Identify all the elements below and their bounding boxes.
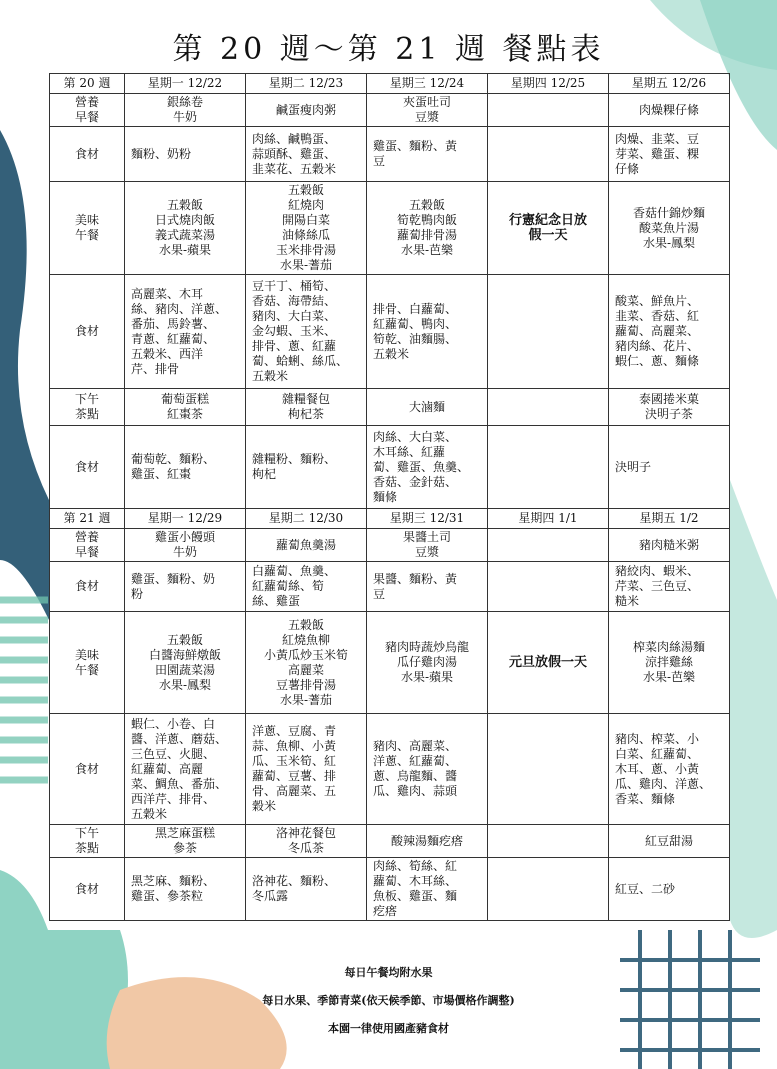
ingredient-cell bbox=[488, 562, 609, 612]
day-header: 星期五 12/26 bbox=[609, 74, 730, 94]
table-row bbox=[50, 94, 730, 127]
meal-cell: 肉燥粿仔條 bbox=[609, 94, 730, 127]
week21-label: 第 21 週 bbox=[50, 509, 125, 529]
row-label: 食材 bbox=[50, 426, 125, 509]
ingredient-cell bbox=[488, 858, 609, 921]
table-row bbox=[50, 182, 730, 275]
ingredient-cell: 豬肉、高麗菜、 洋蔥、紅蘿蔔、 蔥、烏龍麵、醬 瓜、雞肉、蒜頭 bbox=[367, 714, 488, 825]
ingredient-cell: 紅豆、二砂 bbox=[609, 858, 730, 921]
meal-cell: 五穀飯 筍乾鴨肉飯 蘿蔔排骨湯 水果-芭樂 bbox=[367, 182, 488, 275]
day-header: 星期五 1/2 bbox=[609, 509, 730, 529]
row-label: 營養 早餐 bbox=[50, 94, 125, 127]
row-label: 食材 bbox=[50, 562, 125, 612]
table-row bbox=[50, 858, 730, 921]
ingredient-cell: 酸菜、鮮魚片、 韭菜、香菇、紅 蘿蔔、高麗菜、 豬肉絲、花片、 蝦仁、蔥、麵條 bbox=[609, 275, 730, 389]
day-header: 星期四 1/1 bbox=[488, 509, 609, 529]
teal-stripes-left bbox=[0, 600, 48, 780]
ingredient-cell: 洛神花、麵粉、 冬瓜露 bbox=[246, 858, 367, 921]
ingredient-cell bbox=[488, 275, 609, 389]
day-header: 星期一 12/22 bbox=[125, 74, 246, 94]
meal-cell bbox=[488, 94, 609, 127]
footer-note-2: 每日水果、季節青菜(依天候季節、市場價格作調整) bbox=[262, 994, 515, 1007]
holiday-notice: 元旦放假一天 bbox=[488, 612, 609, 714]
week20-header-row bbox=[50, 74, 730, 94]
meal-cell bbox=[488, 529, 609, 562]
meal-cell: 五穀飯 紅燒魚柳 小黃瓜炒玉米筍 高麗菜 豆薯排骨湯 水果-蓍茄 bbox=[246, 612, 367, 714]
menu-table bbox=[49, 73, 730, 921]
week21-header-row bbox=[50, 509, 730, 529]
meal-cell bbox=[488, 389, 609, 426]
table-row bbox=[50, 562, 730, 612]
meal-cell: 紅豆甜湯 bbox=[609, 825, 730, 858]
table-row bbox=[50, 529, 730, 562]
meal-cell: 豬肉糙米粥 bbox=[609, 529, 730, 562]
table-row bbox=[50, 426, 730, 509]
row-label: 食材 bbox=[50, 275, 125, 389]
footer-note-1: 每日午餐均附水果 bbox=[344, 966, 433, 979]
ingredient-cell: 白蘿蔔、魚羹、 紅蘿蔔絲、筍 絲、雞蛋 bbox=[246, 562, 367, 612]
ingredient-cell: 雜糧粉、麵粉、 枸杞 bbox=[246, 426, 367, 509]
meal-cell: 五穀飯 紅燒肉 開陽白菜 油條絲瓜 玉米排骨湯 水果-蓍茄 bbox=[246, 182, 367, 275]
day-header: 星期一 12/29 bbox=[125, 509, 246, 529]
row-label: 食材 bbox=[50, 714, 125, 825]
row-label: 食材 bbox=[50, 127, 125, 182]
table-row bbox=[50, 275, 730, 389]
ingredient-cell: 蝦仁、小卷、白 醬、洋蔥、蘑菇、 三色豆、火腿、 紅蘿蔔、高麗 菜、鯛魚、番茄、 西洋芹、排骨、 五穀米 bbox=[125, 714, 246, 825]
footer-note-3: 本園一律使用國產豬食材 bbox=[328, 1022, 449, 1035]
meal-cell: 鹹蛋瘦肉粥 bbox=[246, 94, 367, 127]
ingredient-cell: 麵粉、奶粉 bbox=[125, 127, 246, 182]
table-row bbox=[50, 612, 730, 714]
ingredient-cell: 洋蔥、豆腐、青 蒜、魚柳、小黃 瓜、玉米筍、紅 蘿蔔、豆薯、排 骨、高麗菜、五 穀米 bbox=[246, 714, 367, 825]
day-header: 星期三 12/31 bbox=[367, 509, 488, 529]
ingredient-cell: 高麗菜、木耳 絲、豬肉、洋蔥、 番茄、馬鈴薯、 青蔥、紅蘿蔔、 五穀米、西洋 芹、排骨 bbox=[125, 275, 246, 389]
meal-cell: 銀絲卷 牛奶 bbox=[125, 94, 246, 127]
row-label: 食材 bbox=[50, 858, 125, 921]
ingredient-cell: 肉絲、筍絲、紅 蘿蔔、木耳絲、 魚板、雞蛋、麵 疙瘩 bbox=[367, 858, 488, 921]
row-label: 下午 茶點 bbox=[50, 389, 125, 426]
ingredient-cell: 雞蛋、麵粉、奶 粉 bbox=[125, 562, 246, 612]
ingredient-cell: 豬絞肉、蝦米、 芹菜、三色豆、 糙米 bbox=[609, 562, 730, 612]
meal-cell: 雞蛋小饅頭 牛奶 bbox=[125, 529, 246, 562]
meal-cell: 黑芝麻蛋糕 參茶 bbox=[125, 825, 246, 858]
page-title: 第 20 週～第 21 週 餐點表 bbox=[172, 32, 605, 67]
day-header: 星期四 12/25 bbox=[488, 74, 609, 94]
table-row bbox=[50, 825, 730, 858]
ingredient-cell bbox=[488, 127, 609, 182]
ingredient-cell: 肉燥、韭菜、豆 芽菜、雞蛋、粿 仔條 bbox=[609, 127, 730, 182]
table-row bbox=[50, 127, 730, 182]
ingredient-cell: 果醬、麵粉、黃 豆 bbox=[367, 562, 488, 612]
day-header: 星期三 12/24 bbox=[367, 74, 488, 94]
meal-cell: 榨菜肉絲湯麵 涼拌雞絲 水果-芭樂 bbox=[609, 612, 730, 714]
ingredient-cell bbox=[488, 714, 609, 825]
ingredient-cell: 排骨、白蘿蔔、 紅蘿蔔、鴨肉、 筍乾、油麵腸、 五穀米 bbox=[367, 275, 488, 389]
table-row bbox=[50, 714, 730, 825]
ingredient-cell: 黑芝麻、麵粉、 雞蛋、參茶粒 bbox=[125, 858, 246, 921]
row-label: 下午 茶點 bbox=[50, 825, 125, 858]
meal-cell: 蘿蔔魚羹湯 bbox=[246, 529, 367, 562]
ingredient-cell: 肉絲、鹹鴨蛋、 蒜頭酥、雞蛋、 韭菜花、五穀米 bbox=[246, 127, 367, 182]
row-label: 營養 早餐 bbox=[50, 529, 125, 562]
meal-cell: 五穀飯 白醬海鮮燉飯 田園蔬菜湯 水果-鳳梨 bbox=[125, 612, 246, 714]
meal-cell: 酸辣湯麵疙瘩 bbox=[367, 825, 488, 858]
ingredient-cell: 豬肉、榨菜、小 白菜、紅蘿蔔、 木耳、蔥、小黃 瓜、雞肉、洋蔥、 香菜、麵條 bbox=[609, 714, 730, 825]
meal-cell: 葡萄蛋糕 紅棗茶 bbox=[125, 389, 246, 426]
navy-wave-left bbox=[0, 130, 49, 620]
meal-cell bbox=[488, 825, 609, 858]
meal-cell: 香菇什錦炒麵 酸菜魚片湯 水果-鳳梨 bbox=[609, 182, 730, 275]
day-header: 星期二 12/30 bbox=[246, 509, 367, 529]
meal-cell: 夾蛋吐司 豆漿 bbox=[367, 94, 488, 127]
ingredient-cell: 葡萄乾、麵粉、 雞蛋、紅棗 bbox=[125, 426, 246, 509]
meal-cell: 大滷麵 bbox=[367, 389, 488, 426]
meal-cell: 豬肉時蔬炒烏龍 瓜仔雞肉湯 水果-蘋果 bbox=[367, 612, 488, 714]
holiday-notice: 行憲紀念日放 假一天 bbox=[488, 182, 609, 275]
ingredient-cell: 雞蛋、麵粉、黃 豆 bbox=[367, 127, 488, 182]
row-label: 美味 午餐 bbox=[50, 612, 125, 714]
meal-cell: 雜糧餐包 枸杞茶 bbox=[246, 389, 367, 426]
meal-cell: 果醬土司 豆漿 bbox=[367, 529, 488, 562]
ingredient-cell bbox=[488, 426, 609, 509]
ingredient-cell: 肉絲、大白菜、 木耳絲、紅蘿 蔔、雞蛋、魚羹、 香菇、金針菇、 麵條 bbox=[367, 426, 488, 509]
teal-shape-right bbox=[730, 480, 777, 938]
table-row bbox=[50, 389, 730, 426]
day-header: 星期二 12/23 bbox=[246, 74, 367, 94]
row-label: 美味 午餐 bbox=[50, 182, 125, 275]
meal-cell: 洛神花餐包 冬瓜茶 bbox=[246, 825, 367, 858]
meal-cell: 五穀飯 日式燒肉飯 義式蔬菜湯 水果-蘋果 bbox=[125, 182, 246, 275]
meal-cell: 泰國捲米菓 決明子茶 bbox=[609, 389, 730, 426]
week20-label: 第 20 週 bbox=[50, 74, 125, 94]
ingredient-cell: 決明子 bbox=[609, 426, 730, 509]
ingredient-cell: 豆干丁、桶筍、 香菇、海帶結、 豬肉、大白菜、 金勾蝦、玉米、 排骨、蔥、紅蘿 蔔、蛤蜊、絲瓜、 五穀米 bbox=[246, 275, 367, 389]
